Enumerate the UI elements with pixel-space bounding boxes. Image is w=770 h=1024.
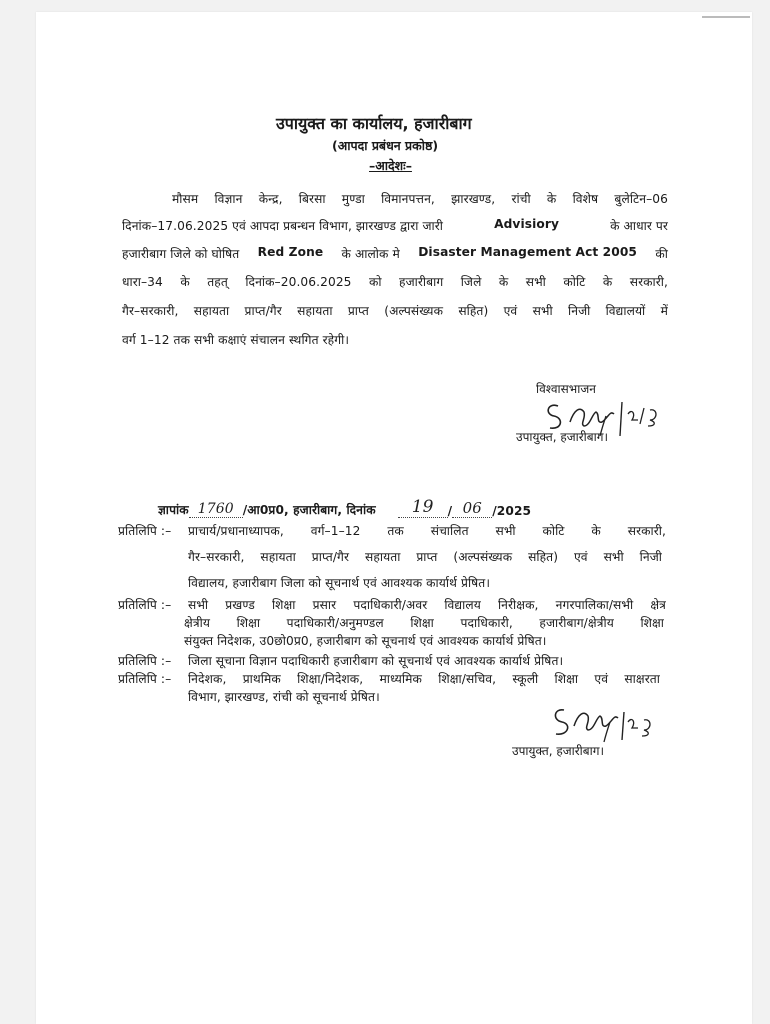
copy-4-label: प्रतिलिपि :– [118,672,172,686]
copy-3-label: प्रतिलिपि :– [118,654,172,668]
copy-1-label: प्रतिलिपि :– [118,524,172,538]
order-line-3-text: हजारीबाग जिले को घोषित [122,247,240,261]
memo-number: 1760 [189,501,243,518]
order-line-3-mid: के आलोक मे [341,247,400,261]
memo-month: 06 [452,499,492,518]
order-heading: –आदेशः– [369,158,412,173]
order-line-2-end: के आधार पर [610,219,668,233]
memo-slash: / [447,504,453,518]
memo-day: 19 [398,497,448,518]
order-line-2-text: दिनांक–17.06.2025 एवं आपदा प्रबन्धन विभाग, झारखण्ड द्वारा जारी [122,219,444,233]
red-zone-term: Red Zone [257,245,324,259]
order-line-1: मौसम विज्ञान केन्द्र, बिरसा मुण्डा विमानपत्तन, झारखण्ड, रांची के विशेष बुलेटिन–06 [172,192,668,206]
advisory-term: Advisiory [494,217,560,231]
page-edge-line [702,16,750,18]
copy-3-line-1: जिला सूचाना विज्ञान पदाधिकारी हजारीबाग को सूचनार्थ एवं आवश्यक कार्यार्थ प्रेषित। [188,654,564,668]
copy-4-line-2: विभाग, झारखण्ड, रांची को सूचनार्थ प्रेषित। [188,690,380,704]
copy-2-label: प्रतिलिपि :– [118,598,172,612]
dm-act-term: Disaster Management Act 2005 [418,245,637,259]
order-line-6: वर्ग 1–12 तक सभी कक्षाएं संचालन स्थगित रहेगी। [122,333,350,347]
order-line-5: गैर–सरकारी, सहायता प्राप्त/गैर सहायता प्राप्त (अल्पसंख्यक सहित) एवं सभी निजी विद्यालयों में [122,304,668,318]
signatory-title-2: उपायुक्त, हजारीबाग। [512,744,605,758]
order-line-2 [122,217,668,234]
copy-2-line-3: संयुक्त निदेशक, उ0छो0प्र0, हजारीबाग को सूचनार्थ एवं आवश्यक कार्यार्थ प्रेषित। [184,634,547,648]
copy-4-line-1: निदेशक, प्राथमिक शिक्षा/निदेशक, माध्यमिक शिक्षा/सचिव, स्कूली शिक्षा एवं साक्षरता [188,672,660,686]
signatory-title-1: उपायुक्त, हजारीबाग। [516,430,609,444]
copy-1-line-1: प्राचार्य/प्रधानाध्यापक, वर्ग–1–12 तक संचालित सभी कोटि के सरकारी, [188,524,666,538]
order-line-4: धारा–34 के तहत् दिनांक–20.06.2025 को हजारीबाग जिले के सभी कोटि के सरकारी, [122,275,668,289]
yours-faithfully: विश्वासभाजन [536,382,596,396]
copy-2-line-1: सभी प्रखण्ड शिक्षा प्रसार पदाधिकारी/अवर विद्यालय निरीक्षक, नगरपालिका/सभी क्षेत्र [188,598,666,612]
memo-label: ज्ञापांक [158,503,189,517]
memo-year: /2025 [492,504,532,518]
copy-1-line-2: गैर–सरकारी, सहायता प्राप्त/गैर सहायता प्राप्त (अल्पसंख्यक सहित) एवं सभी निजी [188,550,662,564]
copy-1-line-3: विद्यालय, हजारीबाग जिला को सूचनार्थ एवं आवश्यक कार्यार्थ प्रेषित। [188,576,491,590]
office-title: उपायुक्त का कार्यालय, हजारीबाग [276,114,472,133]
memo-office: /आ0प्र0, हजारीबाग, दिनांक [242,503,376,517]
copy-2-line-2: क्षेत्रीय शिक्षा पदाधिकारी/अनुमण्डल शिक्षा पदाधिकारी, हजारीबाग/क्षेत्रीय शिक्षा [184,616,664,630]
memo-line [158,497,531,518]
cell-subtitle: (आपदा प्रबंधन प्रकोष्ठ) [332,138,439,153]
order-line-3-end: की [655,247,668,261]
order-line-3 [122,245,668,262]
